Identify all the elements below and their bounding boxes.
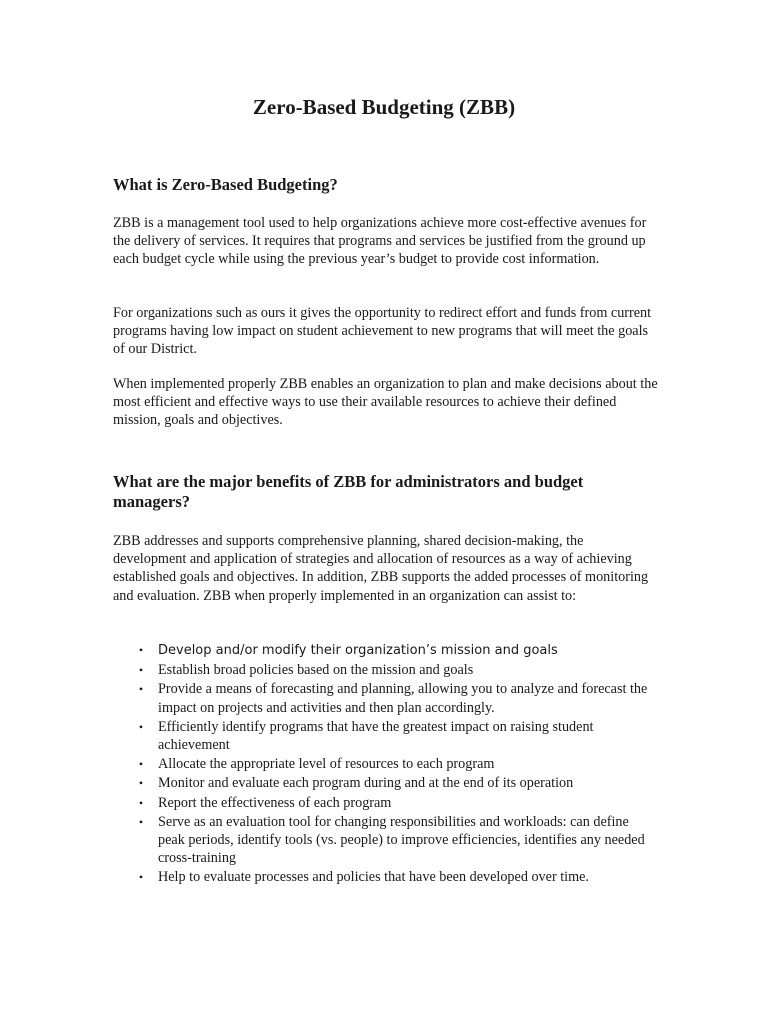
- list-item: [113, 641, 658, 660]
- list-item: [113, 680, 658, 716]
- bullet-icon: •: [138, 643, 144, 657]
- bullet-icon: •: [138, 795, 144, 810]
- list-item-text: Help to evaluate processes and policies that have been developed over time.: [158, 869, 589, 886]
- list-item: [113, 718, 658, 754]
- list-item-text: Monitor and evaluate each program during and at the end of its operation: [158, 775, 574, 792]
- list-item-text: Efficiently identify programs that have the greatest impact on raising student achievement: [158, 718, 594, 754]
- bullet-icon: •: [138, 776, 144, 791]
- paragraph-definition: ZBB is a management tool used to help organizations achieve more cost-effective avenues for the delivery of services. It requires that programs and services be justified from the ground up each budget cycle while using the previous year’s budget to provide cost information.: [113, 215, 647, 268]
- bullet-icon: •: [138, 682, 144, 697]
- list-item: [113, 813, 658, 868]
- list-item-text: Develop and/or modify their organization’s mission and goals: [158, 643, 558, 658]
- section-heading-benefits: What are the major benefits of ZBB for administrators and budget managers?: [113, 472, 584, 511]
- benefits-list: [113, 641, 658, 888]
- list-item: [113, 661, 658, 679]
- section-heading-what-is-zbb: What is Zero-Based Budgeting?: [113, 175, 338, 194]
- bullet-icon: •: [138, 663, 144, 678]
- bullet-icon: •: [138, 719, 144, 734]
- bullet-icon: •: [138, 757, 144, 772]
- paragraph-implementation: When implemented properly ZBB enables an organization to plan and make decisions about the most efficient and effective ways to use their available resources to achieve their defined mission, goals and objectives.: [113, 376, 658, 429]
- bullet-icon: •: [138, 870, 144, 885]
- list-item-text: Provide a means of forecasting and planning, allowing you to analyze and forecast the impact on projects and activities and then plan accordingly.: [158, 681, 648, 716]
- list-item-text: Establish broad policies based on the mission and goals: [158, 662, 474, 679]
- list-item: [113, 868, 658, 886]
- list-item-text: Allocate the appropriate level of resources to each program: [158, 756, 495, 773]
- paragraph-opportunity: For organizations such as ours it gives the opportunity to redirect effort and funds from current programs having low impact on student achievement to new programs that will meet the goals of our District.: [113, 305, 652, 358]
- bullet-icon: •: [138, 814, 144, 829]
- document-title: Zero-Based Budgeting (ZBB): [252, 95, 516, 119]
- list-item-text: Serve as an evaluation tool for changing responsibilities and workloads: can define peak periods, identify tools (vs. people) to improve efficiencies, identifies any needed cross-training: [158, 813, 645, 867]
- list-item-text: Report the effectiveness of each program: [158, 794, 392, 811]
- paragraph-benefits-intro: ZBB addresses and supports comprehensive planning, shared decision-making, the development and application of strategies and allocation of resources as a way of achieving established goals and objectives. In addition, ZBB supports the added processes of monitoring and evaluation. ZBB when properly implemented in an organization can assist to:: [113, 533, 649, 604]
- list-item: [113, 755, 658, 773]
- list-item: [113, 794, 658, 812]
- list-item: [113, 774, 658, 792]
